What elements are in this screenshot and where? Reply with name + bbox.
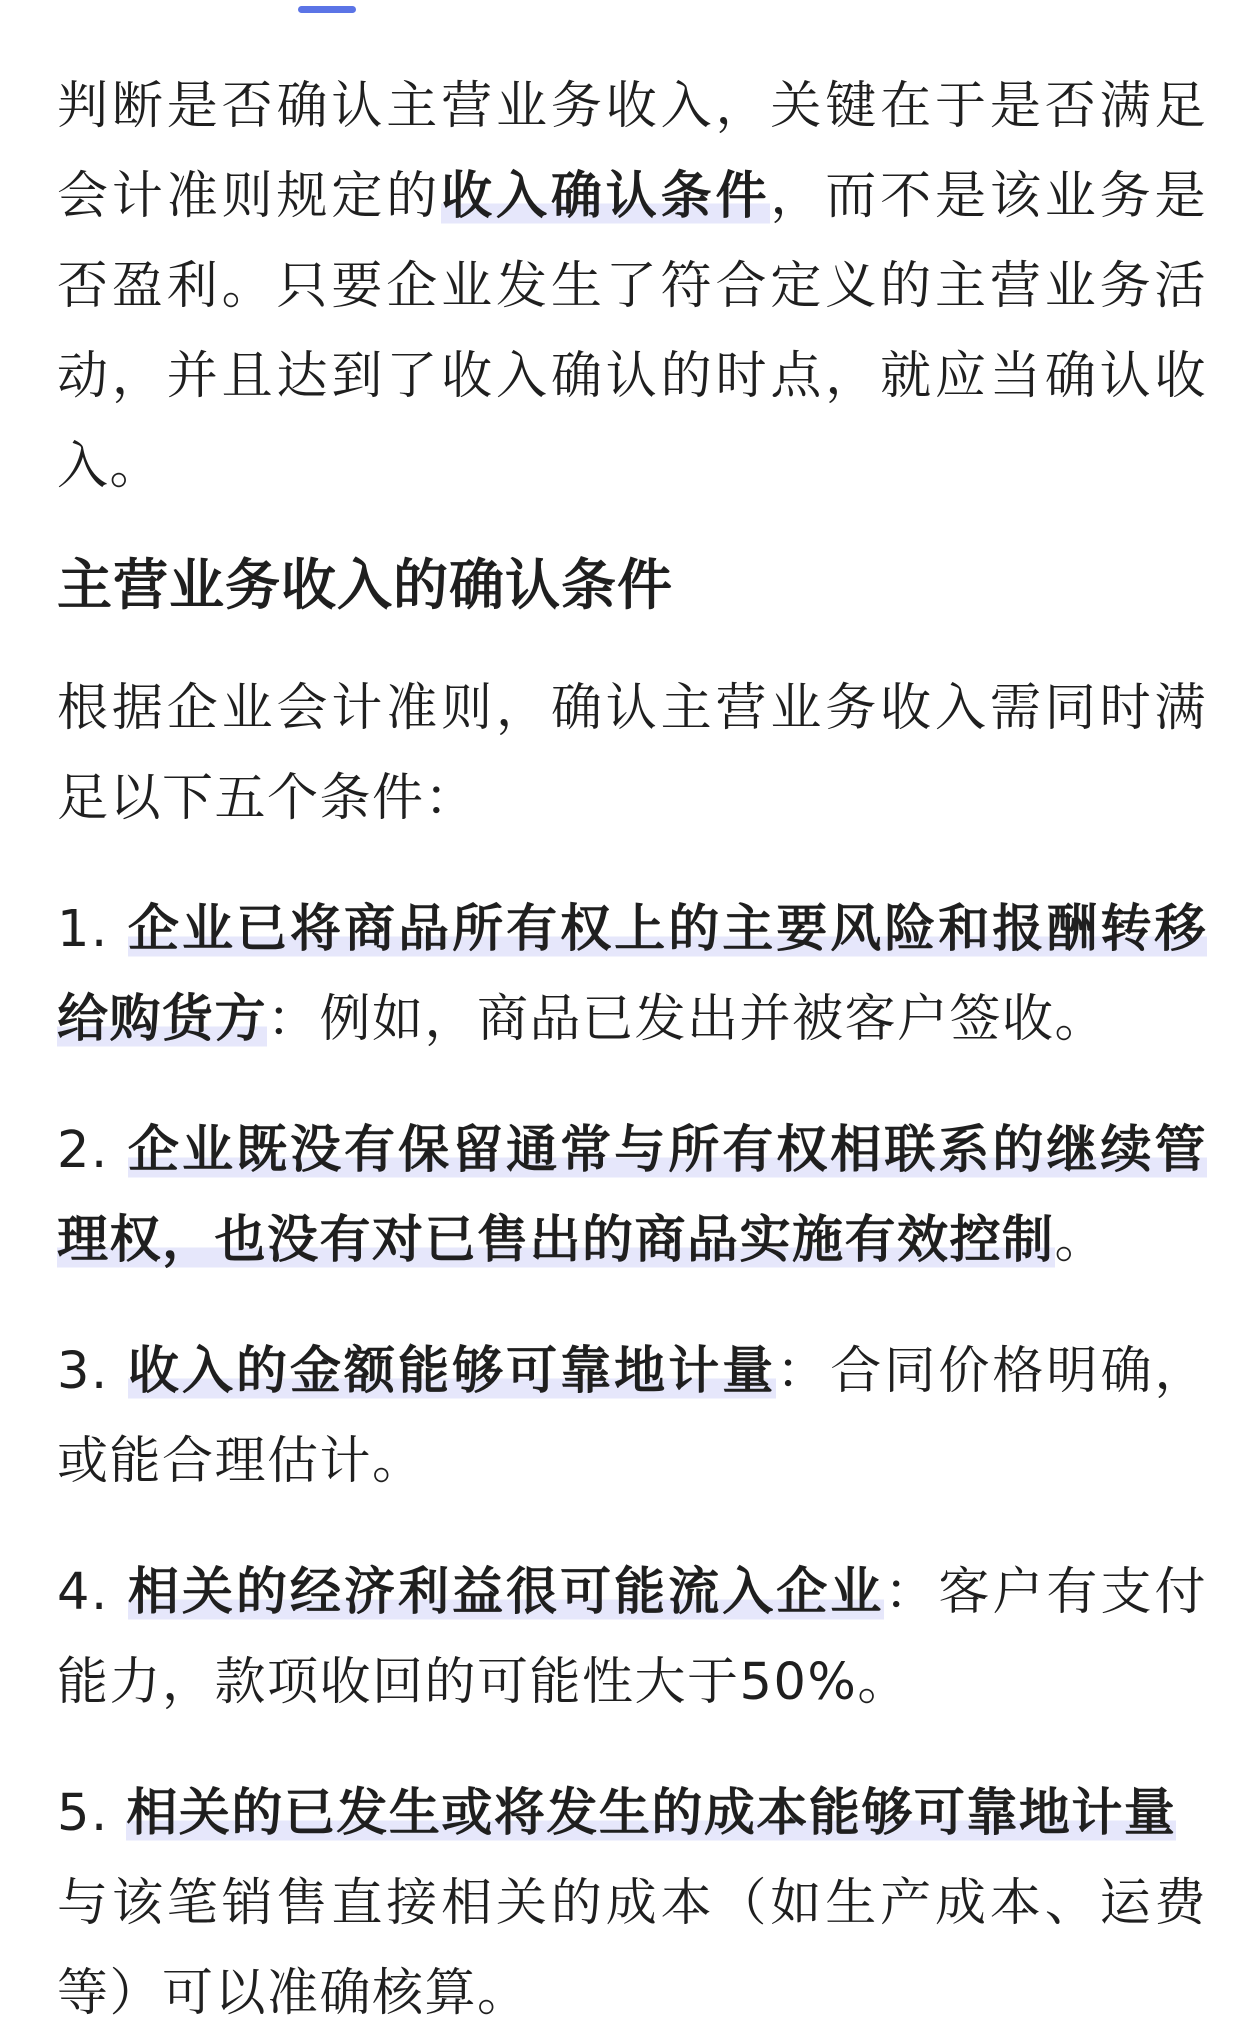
- list-item-number: 4.: [57, 1563, 109, 1622]
- list-item-number: 3.: [57, 1342, 109, 1401]
- list-item-number: 1.: [57, 900, 109, 959]
- list-item-highlight: 收入的金额能够可靠地计量: [127, 1342, 777, 1401]
- section-heading: 主营业务收入的确认条件: [57, 553, 674, 617]
- list-item-highlight: 企业已将商品所有权上的主要风险和报酬转移给购货方: [57, 900, 1207, 1049]
- list-item-number: 2.: [57, 1121, 109, 1180]
- list-item-number: 5.: [57, 1784, 109, 1843]
- list-item: [57, 1548, 1207, 1728]
- intro-text-before: 判断是否确认主营业务收入，关键在于是否满足会计准则规定的: [57, 77, 1207, 226]
- article-content: [57, 62, 1207, 2039]
- intro-text-after: ，而不是该业务是否盈利。只要企业发生了符合定义的主营业务活动，并且达到了收入确认的时点，就应当确认收入。: [57, 167, 1207, 496]
- scroll-indicator: [298, 6, 356, 13]
- list-item: [57, 1327, 1207, 1507]
- list-item-text: 。: [1054, 1211, 1108, 1270]
- list-item-text: ：合同价格明确，或能合理估计。: [57, 1342, 1207, 1491]
- sub-intro-paragraph: 根据企业会计准则，确认主营业务收入需同时满足以下五个条件：: [57, 679, 1207, 828]
- list-item: [57, 885, 1207, 1065]
- list-item: [57, 1106, 1207, 1286]
- intro-paragraph: [57, 62, 1207, 512]
- list-item-text: ：例如，商品已发出并被客户签收。: [267, 990, 1108, 1049]
- list-item-highlight: 企业既没有保留通常与所有权相联系的继续管理权，也没有对已售出的商品实施有效控制: [57, 1121, 1207, 1270]
- intro-highlight: 收入确认条件: [441, 167, 771, 226]
- list-item: [57, 1769, 1207, 2039]
- list-item-text: 与该笔销售直接相关的成本（如生产成本、运费等）可以准确核算。: [57, 1874, 1207, 2023]
- list-item-highlight: 相关的已发生或将发生的成本能够可靠地计量: [126, 1784, 1177, 1843]
- list-item-highlight: 相关的经济利益很可能流入企业: [127, 1563, 885, 1622]
- list-item-text: ：客户有支付能力，款项收回的可能性大于50%。: [57, 1563, 1207, 1712]
